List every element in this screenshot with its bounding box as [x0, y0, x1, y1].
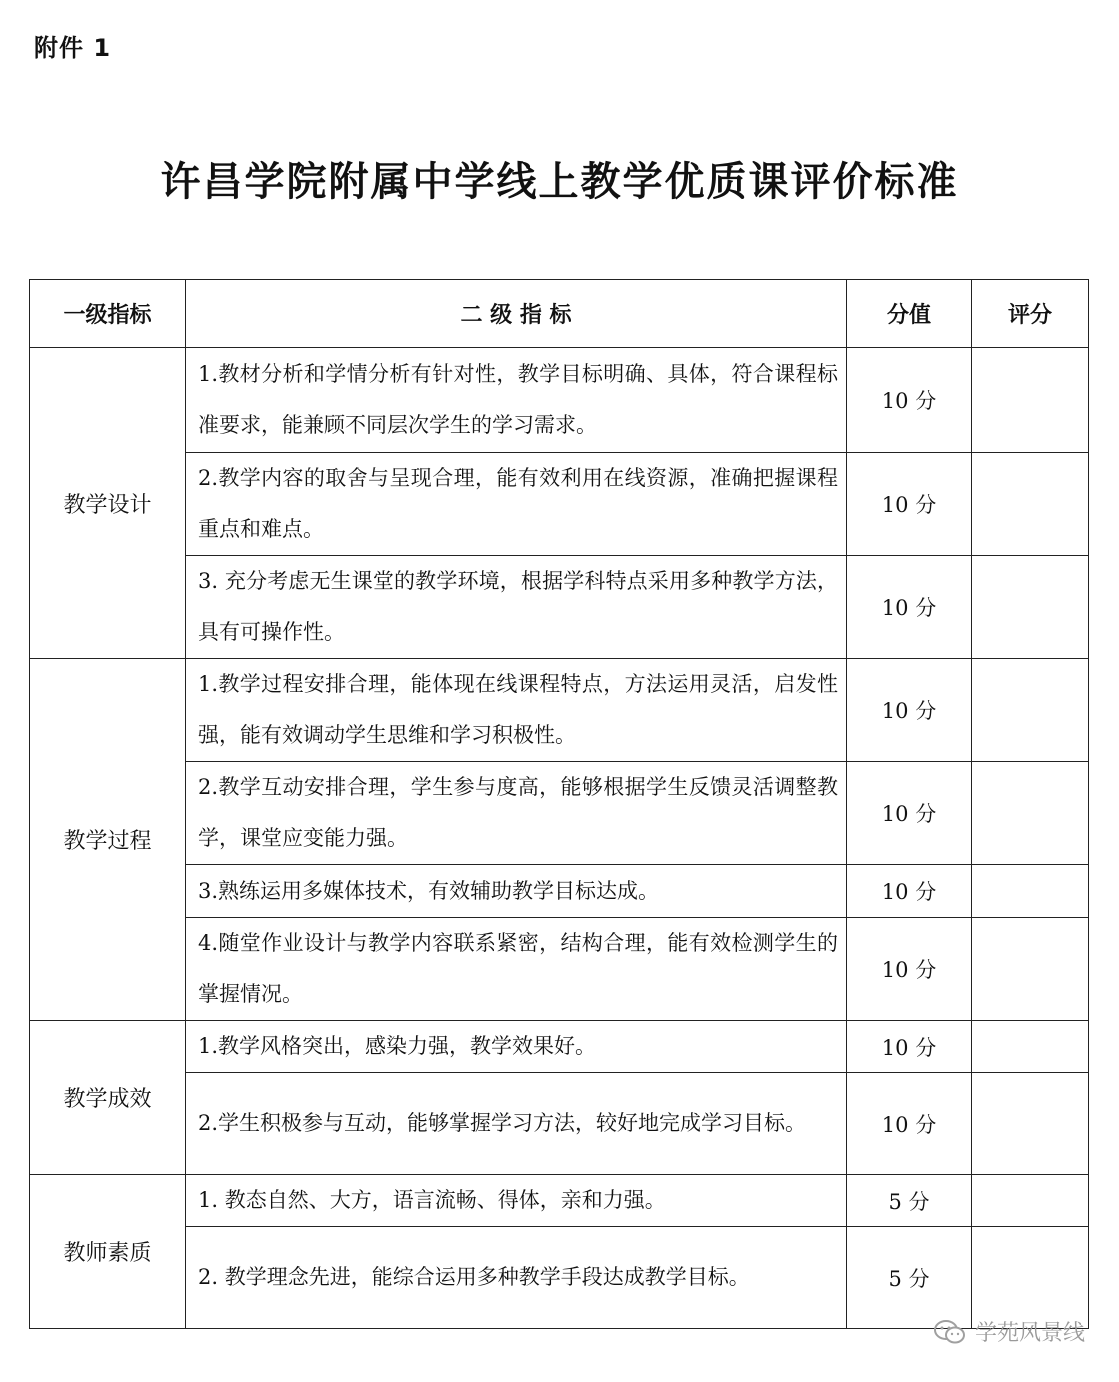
criterion-text: 1. 教态自然、大方，语言流畅、得体，亲和力强。: [186, 1175, 847, 1227]
grade-cell[interactable]: [972, 556, 1089, 659]
grade-cell[interactable]: [972, 762, 1089, 865]
table-row: [30, 348, 1089, 453]
table-row: [30, 1073, 1089, 1175]
points-value: 10 分: [847, 453, 972, 556]
watermark: [933, 1316, 1085, 1347]
points-value: 10 分: [847, 865, 972, 918]
header-points: 分值: [847, 280, 972, 348]
category-cell: 教师素质: [30, 1175, 186, 1329]
points-value: 5 分: [847, 1175, 972, 1227]
table-row: [30, 1227, 1089, 1329]
grade-cell[interactable]: [972, 453, 1089, 556]
criterion-text: 2.教学互动安排合理，学生参与度高，能够根据学生反馈灵活调整教学，课堂应变能力强。: [186, 762, 847, 865]
criterion-text: 1.教学风格突出，感染力强，教学效果好。: [186, 1021, 847, 1073]
points-value: 10 分: [847, 1073, 972, 1175]
table-header-row: [30, 280, 1089, 348]
criterion-text: 2.学生积极参与互动，能够掌握学习方法，较好地完成学习目标。: [186, 1073, 847, 1175]
grade-cell[interactable]: [972, 918, 1089, 1021]
wechat-icon: [933, 1318, 967, 1346]
table-row: [30, 453, 1089, 556]
header-level1: 一级指标: [30, 280, 186, 348]
points-value: 10 分: [847, 1021, 972, 1073]
category-cell: 教学成效: [30, 1021, 186, 1175]
points-value: 10 分: [847, 659, 972, 762]
criterion-text: 3.熟练运用多媒体技术，有效辅助教学目标达成。: [186, 865, 847, 918]
header-level2: 二 级 指 标: [186, 280, 847, 348]
table-row: [30, 762, 1089, 865]
attachment-label: 附件 1: [34, 34, 112, 62]
grade-cell[interactable]: [972, 659, 1089, 762]
table-row: [30, 918, 1089, 1021]
criterion-text: 1.教学过程安排合理，能体现在线课程特点，方法运用灵活，启发性强，能有效调动学生思维和学习积极性。: [186, 659, 847, 762]
criterion-text: 2.教学内容的取舍与呈现合理，能有效利用在线资源，准确把握课程重点和难点。: [186, 453, 847, 556]
grade-cell[interactable]: [972, 865, 1089, 918]
criterion-text: 4.随堂作业设计与教学内容联系紧密，结构合理，能有效检测学生的掌握情况。: [186, 918, 847, 1021]
grade-cell[interactable]: [972, 1021, 1089, 1073]
category-cell: 教学设计: [30, 348, 186, 659]
table-row: [30, 1175, 1089, 1227]
table-row: [30, 1021, 1089, 1073]
evaluation-table: [29, 279, 1089, 1329]
grade-cell[interactable]: [972, 1227, 1089, 1329]
points-value: 10 分: [847, 556, 972, 659]
table-row: [30, 659, 1089, 762]
grade-cell[interactable]: [972, 1073, 1089, 1175]
header-grade: 评分: [972, 280, 1089, 348]
points-value: 10 分: [847, 762, 972, 865]
watermark-text: 学苑风景线: [974, 1321, 1085, 1346]
table-row: [30, 556, 1089, 659]
points-value: 10 分: [847, 918, 972, 1021]
points-value: 5 分: [847, 1227, 972, 1329]
grade-cell[interactable]: [972, 348, 1089, 453]
points-value: 10 分: [847, 348, 972, 453]
table-row: [30, 865, 1089, 918]
criterion-text: 1.教材分析和学情分析有针对性，教学目标明确、具体，符合课程标准要求，能兼顾不同层次学生的学习需求。: [186, 348, 847, 453]
grade-cell[interactable]: [972, 1175, 1089, 1227]
criterion-text: 3. 充分考虑无生课堂的教学环境，根据学科特点采用多种教学方法，具有可操作性。: [186, 556, 847, 659]
category-cell: 教学过程: [30, 659, 186, 1021]
page-title: 许昌学院附属中学线上教学优质课评价标准: [160, 159, 959, 205]
criterion-text: 2. 教学理念先进，能综合运用多种教学手段达成教学目标。: [186, 1227, 847, 1329]
